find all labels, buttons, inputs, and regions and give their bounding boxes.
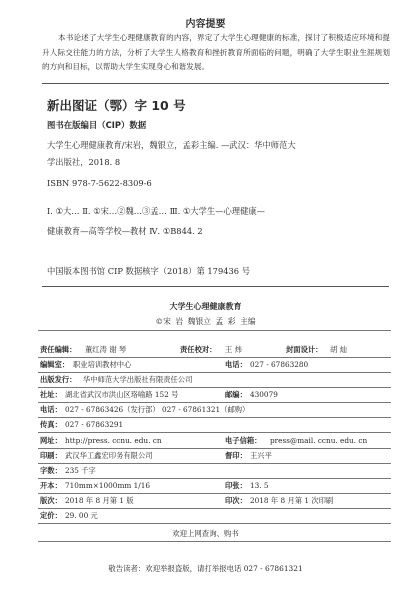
publishing-permit: 新出图证（鄂）字 10 号 xyxy=(47,98,186,113)
printer-label: 印刷： xyxy=(40,451,62,460)
cip-heading: 图书在版编目（CIP）数据 xyxy=(47,120,147,130)
divider-middle xyxy=(42,286,389,287)
edit-phone-label: 电话： xyxy=(225,360,247,369)
cover-value: 胡 灿 xyxy=(330,345,347,354)
cip-record-line1: 大学生心理健康教育/宋岩，魏银立，孟彩主编. —武汉：华中师范大 xyxy=(47,140,296,150)
email-link[interactable]: press@mail. ccnu. edu. cn xyxy=(270,436,368,445)
impression-value: 2018 年 8 月第 1 次印刷 xyxy=(250,496,334,505)
book-title: 大学生心理健康教育 xyxy=(169,302,242,311)
format-label: 开本： xyxy=(40,481,62,490)
address-value: 湖北省武汉市洪山区珞喻路 152 号 xyxy=(65,390,179,399)
sheets-value: 13. 5 xyxy=(250,481,269,490)
fax-label: 传真： xyxy=(40,420,62,429)
cip-class-line2: 健康教育—高等学校—教材 Ⅳ. ①B844. 2 xyxy=(47,226,203,236)
edit-dept-label: 编辑室： xyxy=(40,360,70,369)
summary-body: 本书论述了大学生心理健康教育的内容，界定了大学生心理健康的标准，探讨了积极适应环境和提升人际交往能力的方法，分析了大学生人格教育和挫折教育所面临的问题，明确了大学生职业生涯规划的方向和目标，以帮助大学生实现身心和谐发展。 xyxy=(42,33,390,72)
colophon-rule xyxy=(38,357,391,358)
publisher-label: 出版发行： xyxy=(40,375,77,384)
proofreader-label: 责任校对： xyxy=(180,345,217,354)
colophon-rule xyxy=(38,478,391,479)
colophon-rule xyxy=(38,372,391,373)
book-authors: ©宋 岩 魏银立 孟 彩 主编 xyxy=(155,317,256,326)
colophon-rule xyxy=(38,417,391,418)
format-value: 710mm×1000mm 1/16 xyxy=(65,481,150,490)
welcome-notice: 欢迎上网查询、购书 xyxy=(172,529,239,538)
colophon-rule xyxy=(38,448,391,449)
colophon-rule xyxy=(38,432,391,433)
address-label: 社址： xyxy=(40,390,62,399)
email-label: 电子信箱： xyxy=(225,436,262,445)
words-value: 235 千字 xyxy=(65,466,96,475)
supervisor-label: 督印： xyxy=(225,451,247,460)
editor-value: 董红涛 谢 琴 xyxy=(85,345,127,354)
isbn: ISBN 978-7-5622-8309-6 xyxy=(47,178,152,188)
website-label: 网址： xyxy=(40,436,62,445)
fax-value: 027 - 67863291 xyxy=(65,420,124,429)
edit-phone-value: 027 - 67863280 xyxy=(250,360,309,369)
publisher-value: 华中师范大学出版社有限责任公司 xyxy=(83,375,193,384)
website-link[interactable]: http://press. ccnu. edu. cn xyxy=(65,436,162,445)
divider-top xyxy=(42,83,389,84)
price-value: 29. 00 元 xyxy=(65,511,98,520)
supervisor-value: 王兴平 xyxy=(250,451,272,460)
phone-label: 电话： xyxy=(40,405,62,414)
edition-value: 2018 年 8 月第 1 版 xyxy=(65,496,134,505)
cip-class-line1: Ⅰ. ①大… Ⅱ. ①宋…②魏…③孟… Ⅲ. ①大学生—心理健康— xyxy=(47,206,265,216)
printer-value: 武汉华工鑫宏印务有限公司 xyxy=(65,451,153,460)
cover-label: 封面设计： xyxy=(286,345,323,354)
sheets-label: 印张： xyxy=(225,481,247,490)
colophon-rule xyxy=(38,493,391,494)
edition-label: 版次： xyxy=(40,496,62,505)
price-label: 定价： xyxy=(40,511,62,520)
colophon-rule xyxy=(38,463,391,464)
postcode-value: 430079 xyxy=(250,390,278,399)
cip-number: 中国版本图书馆 CIP 数据核字（2018）第 179436 号 xyxy=(47,266,250,276)
cip-record-line2: 学出版社，2018. 8 xyxy=(47,157,121,167)
summary-title: 内容提要 xyxy=(185,19,226,30)
anti-piracy-notice: 敬告读者：欢迎举报盗版，请打举报电话 027 - 67861321 xyxy=(108,564,303,573)
colophon-rule xyxy=(38,387,391,388)
impression-label: 印次： xyxy=(225,496,247,505)
words-label: 字数： xyxy=(40,466,62,475)
postcode-label: 邮编： xyxy=(225,390,247,399)
editor-label: 责任编辑： xyxy=(40,345,77,354)
colophon-rule xyxy=(38,508,391,509)
colophon-rule xyxy=(38,523,391,524)
proofreader-value: 王 炜 xyxy=(225,345,242,354)
edit-dept-value: 职业培训教材中心 xyxy=(73,360,132,369)
phones-value: 027 - 67863426（发行部） 027 - 67861321（邮购） xyxy=(65,405,250,414)
colophon-rule-bottom xyxy=(38,541,391,542)
colophon-rule-top xyxy=(38,330,391,331)
colophon-rule xyxy=(38,402,391,403)
